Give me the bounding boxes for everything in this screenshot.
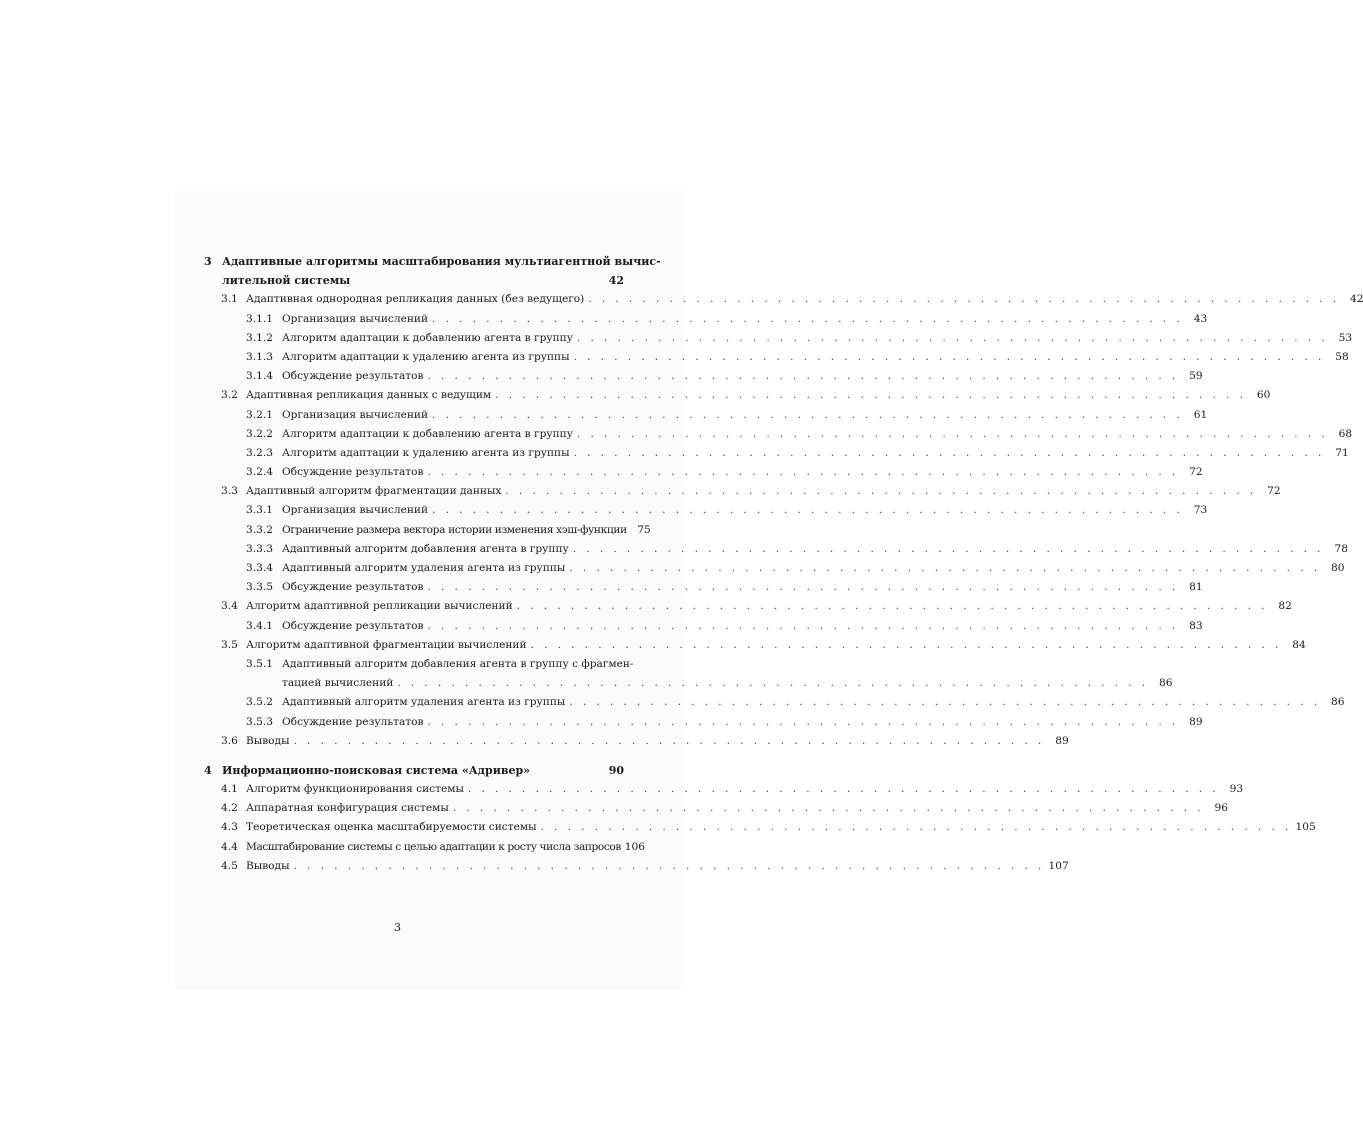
toc-entry-3-1-3[interactable]	[204, 348, 1349, 367]
chapter-number: 4	[204, 763, 212, 777]
entry-title: Обсуждение результатов	[282, 715, 424, 728]
leader-dots: . . . . . . . . . . . . . . . . . . . . . . . . . . . . . . . . . . . . . . . . . . . . . . . . . . . . . . . .	[427, 715, 1179, 728]
toc-entry-3-1-2[interactable]	[204, 329, 1353, 348]
toc-entry-3-5-1-cont[interactable]	[204, 674, 1173, 693]
chapter-title-line2: лительной системы	[222, 274, 351, 288]
toc-entry-3-4-1[interactable]	[204, 617, 1203, 636]
toc-entry-3-4[interactable]	[204, 597, 1292, 616]
entry-page: 106	[624, 840, 645, 853]
toc-entry-4-1[interactable]	[204, 780, 1244, 799]
leader-dots: . . . . . . . . . . . . . . . . . . . . . . . . . . . . . . . . . . . . . . . . . . . . . . . . . . . . . . . .	[540, 821, 1292, 834]
leader-dots: . . . . . . . . . . . . . . . . . . . . . . . . . . . . . . . . . . . . . . . . . . . . . . . . . . . . . . . .	[427, 619, 1179, 632]
toc-entry-3-5-2[interactable]	[204, 693, 1345, 712]
entry-page: 60	[1256, 389, 1271, 402]
toc-entry-4-3[interactable]	[204, 818, 1316, 837]
toc-entry-3-3[interactable]	[204, 482, 1281, 501]
entry-number: 3.5.3	[246, 715, 273, 728]
entry-title: Адаптивный алгоритм добавления агента в группу	[282, 542, 569, 555]
entry-page: 89	[1189, 715, 1203, 728]
chapter-title-line1: Адаптивные алгоритмы масштабирования мультиагентной вычис-	[222, 255, 661, 268]
entry-title-line2: тацией вычислений	[282, 677, 394, 690]
entry-number: 4.2	[221, 802, 238, 815]
toc-entry-3-3-5[interactable]	[204, 578, 1203, 597]
entry-title: Организация вычислений	[282, 312, 429, 325]
toc-entry-3-5[interactable]	[204, 636, 1306, 655]
entry-title: Организация вычислений	[282, 504, 429, 517]
entry-page: 53	[1338, 331, 1353, 344]
entry-number: 3.4.1	[246, 619, 273, 632]
entry-number: 4.5	[221, 859, 238, 872]
entry-title: Алгоритм адаптивной репликации вычислений	[246, 600, 513, 613]
entry-page: 58	[1335, 350, 1349, 363]
toc-entry-3-2[interactable]	[204, 386, 1271, 405]
entry-number: 3.1.4	[246, 370, 273, 383]
entry-page: 96	[1214, 802, 1228, 815]
entry-title: Аппаратная конфигурация системы	[246, 802, 449, 815]
toc-entry-3-3-1[interactable]	[204, 501, 1208, 520]
leader-dots: . . . . . . . . . . . . . . . . . . . . . . . . . . . . . . . . . . . . . . . . . . . . . . . . . . . . . . . .	[432, 504, 1184, 517]
leader-dots: . . . . . . . . . . . . . . . . . . . . . . . . . . . . . . . . . . . . . . . . . . . . . . . . . . . . . . . .	[427, 466, 1179, 479]
entry-page: 81	[1189, 581, 1203, 594]
toc-entry-3-6[interactable]	[204, 732, 1069, 751]
entry-page: 89	[1055, 734, 1069, 747]
entry-page: 42	[1349, 293, 1363, 306]
leader-dots: . . . . . . . . . . . . . . . . . . . . . . . . . . . . . . . . . . . . . . . . . . . . . . . . . . . . . . . .	[569, 696, 1321, 709]
entry-page: 86	[1331, 696, 1345, 709]
leader-dots: . . . . . . . . . . . . . . . . . . . . . . . . . . . . . . . . . . . . . . . . . . . . . . . . . . . . . . . .	[495, 389, 1247, 402]
entry-number: 3.4	[221, 600, 238, 613]
entry-page: 83	[1189, 619, 1203, 632]
leader-dots: . . . . . . . . . . . . . . . . . . . . . . . . . . . . . . . . . . . . . . . . . . . . . . . . . . . . . . . .	[427, 370, 1179, 383]
entry-number: 3.3.4	[246, 562, 273, 574]
entry-page: 86	[1159, 677, 1173, 690]
entry-number: 3.6	[221, 734, 238, 747]
entry-title: Алгоритм адаптации к удалению агента из группы	[282, 350, 570, 363]
toc-entry-3-5-1[interactable]	[204, 655, 634, 674]
entry-number: 3.5	[221, 638, 238, 651]
entry-title: Адаптивный алгоритм удаления агента из группы	[282, 562, 566, 574]
entry-title: Алгоритм адаптации к добавлению агента в группу	[282, 331, 573, 344]
toc-entry-3-2-2[interactable]	[204, 425, 1353, 444]
entry-number: 3.5.2	[246, 696, 273, 709]
entry-title: Обсуждение результатов	[282, 370, 424, 383]
entry-number: 3.3.2	[246, 523, 273, 536]
leader-dots: . . . . . . . . . . . . . . . . . . . . . . . . . . . . . . . . . . . . . . . . . . . . . . . . . . . . . . . .	[588, 293, 1340, 306]
entry-title-line1: Адаптивный алгоритм добавления агента в группу с фрагмен-	[282, 657, 634, 670]
toc-entry-4-5[interactable]	[204, 857, 1069, 876]
entry-number: 4.4	[221, 840, 238, 853]
entry-title: Адаптивный алгоритм удаления агента из группы	[282, 696, 566, 709]
entry-number: 3.2	[221, 389, 238, 402]
entry-number: 3.1.1	[246, 312, 273, 325]
toc-entry-3-2-1[interactable]	[204, 406, 1208, 425]
entry-page: 107	[1048, 859, 1069, 872]
toc-entry-3-5-3[interactable]	[204, 713, 1203, 732]
entry-title: Обсуждение результатов	[282, 619, 424, 632]
entry-number: 3.1.3	[246, 350, 273, 363]
entry-number: 3.2.4	[246, 466, 273, 479]
leader-dots: . . . . . . . . . . . . . . . . . . . . . . . . . . . . . . . . . . . . . . . . . . . . . . . . . . . . . . . .	[576, 427, 1329, 440]
leader-dots: . . . . . . . . . . . . . . . . . . . . . . . . . . . . . . . . . . . . . . . . . . . . . . . . . . . . . . . .	[572, 542, 1324, 555]
chapter-page: 42	[608, 274, 624, 288]
entry-title: Выводы	[246, 859, 290, 872]
entry-number: 3.2.2	[246, 427, 273, 440]
entry-page: 61	[1193, 408, 1208, 421]
entry-page: 43	[1193, 312, 1208, 325]
entry-number: 3.5.1	[246, 657, 273, 670]
toc-entry-3-3-4[interactable]	[204, 559, 1345, 578]
leader-dots: . . . . . . . . . . . . . . . . . . . . . . . . . . . . . . . . . . . . . . . . . . . . . . . . . . . . . . . .	[397, 677, 1149, 690]
chapter-page: 90	[608, 763, 624, 777]
entry-page: 75	[637, 523, 651, 536]
entry-title: Выводы	[246, 734, 290, 747]
entry-title: Теоретическая оценка масштабируемости системы	[246, 821, 537, 834]
toc-entry-3-3-3[interactable]	[204, 540, 1348, 559]
toc-entry-4-2[interactable]	[204, 799, 1228, 818]
entry-page: 93	[1229, 783, 1244, 796]
toc-entry-3-1[interactable]	[204, 290, 1363, 309]
entry-page: 72	[1267, 485, 1281, 498]
toc-chapter-3-cont[interactable]	[204, 271, 624, 290]
entry-page: 105	[1295, 821, 1316, 834]
entry-title: Адаптивная репликация данных с ведущим	[246, 389, 492, 402]
entry-title: Обсуждение результатов	[282, 581, 424, 594]
entry-page: 80	[1331, 562, 1345, 574]
entry-number: 4.1	[221, 783, 238, 796]
entry-number: 3.3.3	[246, 542, 273, 555]
entry-title: Алгоритм адаптивной фрагментации вычислений	[246, 638, 527, 651]
leader-dots: . . . . . . . . . . . . . . . . . . . . . . . . . . . . . . . . . . . . . . . . . . . . . . . . . . . . . . . .	[293, 859, 1045, 872]
entry-number: 3.1	[221, 293, 238, 306]
entry-number: 3.3.5	[246, 581, 273, 594]
entry-title: Алгоритм адаптации к добавлению агента в группу	[282, 427, 573, 440]
entry-page: 72	[1189, 466, 1203, 479]
entry-title: Алгоритм функционирования системы	[246, 783, 464, 796]
table-of-contents	[204, 252, 1363, 876]
leader-dots: . . . . . . . . . . . . . . . . . . . . . . . . . . . . . . . . . . . . . . . . . . . . . . . . . . . . . . . .	[530, 638, 1282, 651]
entry-number: 3.2.1	[246, 408, 273, 421]
leader-dots: . . . . . . . . . . . . . . . . . . . . . . . . . . . . . . . . . . . . . . . . . . . . . . . . . . . . . . . .	[432, 312, 1184, 325]
entry-page: 71	[1335, 446, 1349, 459]
leader-dots: . . . . . . . . . . . . . . . . . . . . . . . . . . . . . . . . . . . . . . . . . . . . . . . . . . . . . . . .	[293, 734, 1045, 747]
leader-dots: . . . . . . . . . . . . . . . . . . . . . . . . . . . . . . . . . . . . . . . . . . . . . . . . . . . . . . . .	[573, 350, 1325, 363]
entry-page: 84	[1292, 638, 1306, 651]
leader-dots: . . . . . . . . . . . . . . . . . . . . . . . . . . . . . . . . . . . . . . . . . . . . . . . . . . . . . . . .	[516, 600, 1268, 613]
entry-page: 59	[1189, 370, 1203, 383]
leader-dots: . . . . . . . . . . . . . . . . . . . . . . . . . . . . . . . . . . . . . . . . . . . . . . . . . . . . . . . .	[505, 485, 1257, 498]
entry-number: 3.3.1	[246, 504, 273, 517]
entry-number: 3.3	[221, 485, 238, 498]
leader-dots: . . . . . . . . . . . . . . . . . . . . . . . . . . . . . . . . . . . . . . . . . . . . . . . . . . . . . . . .	[467, 783, 1220, 796]
entry-title: Алгоритм адаптации к удалению агента из группы	[282, 446, 570, 459]
leader-dots: . . . . . . . . . . . . . . . . . . . . . . . . . . . . . . . . . . . . . . . . . . . . . . . . . . . . . . . .	[427, 581, 1179, 594]
toc-chapter-3[interactable]	[204, 252, 661, 271]
entry-title: Масштабирование системы с целью адаптации к росту числа запросов	[246, 840, 621, 853]
entry-number: 3.1.2	[246, 331, 273, 344]
entry-number: 4.3	[221, 821, 238, 834]
page-number: 3	[394, 921, 401, 934]
chapter-number: 3	[204, 255, 212, 268]
toc-entry-3-1-1[interactable]	[204, 310, 1208, 329]
entry-page: 68	[1338, 427, 1353, 440]
toc-entry-3-3-2[interactable]	[204, 521, 651, 540]
entry-page: 82	[1278, 600, 1292, 613]
toc-chapter-4[interactable]	[204, 761, 624, 780]
leader-dots: . . . . . . . . . . . . . . . . . . . . . . . . . . . . . . . . . . . . . . . . . . . . . . . . . . . . . . . .	[576, 331, 1329, 344]
toc-entry-4-4[interactable]	[204, 838, 645, 857]
toc-entry-3-1-4[interactable]	[204, 367, 1203, 386]
entry-number: 3.2.3	[246, 446, 273, 459]
entry-page: 78	[1334, 542, 1348, 555]
leader-dots: . . . . . . . . . . . . . . . . . . . . . . . . . . . . . . . . . . . . . . . . . . . . . . . . . . . . . . . .	[452, 802, 1204, 815]
entry-title: Адаптивный алгоритм фрагментации данных	[246, 485, 502, 498]
toc-entry-3-2-3[interactable]	[204, 444, 1349, 463]
entry-title: Обсуждение результатов	[282, 466, 424, 479]
leader-dots: . . . . . . . . . . . . . . . . . . . . . . . . . . . . . . . . . . . . . . . . . . . . . . . . . . . . . . . .	[573, 446, 1325, 459]
entry-page: 73	[1193, 504, 1208, 517]
chapter-title: Информационно-поисковая система «Адривер»	[222, 763, 531, 777]
entry-title: Организация вычислений	[282, 408, 429, 421]
entry-title: Ограничение размера вектора истории изменения хэш-функции	[282, 523, 627, 536]
toc-entry-3-2-4[interactable]	[204, 463, 1203, 482]
entry-title: Адаптивная однородная репликация данных (без ведущего)	[246, 293, 585, 306]
leader-dots: . . . . . . . . . . . . . . . . . . . . . . . . . . . . . . . . . . . . . . . . . . . . . . . . . . . . . . . .	[569, 562, 1321, 574]
leader-dots: . . . . . . . . . . . . . . . . . . . . . . . . . . . . . . . . . . . . . . . . . . . . . . . . . . . . . . . .	[432, 408, 1184, 421]
